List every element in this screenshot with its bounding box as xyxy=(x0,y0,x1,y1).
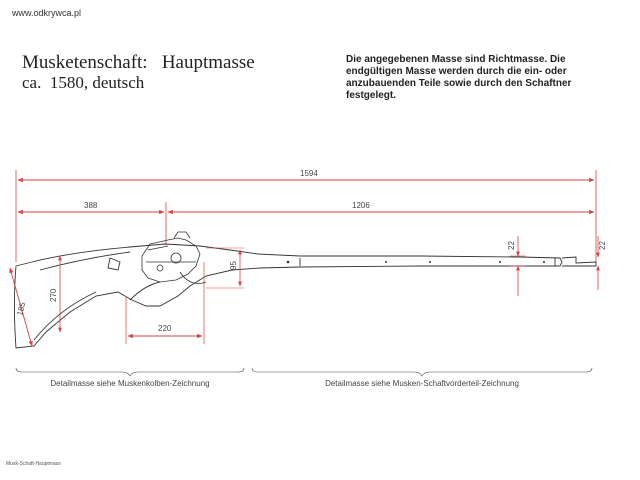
fore-fittings xyxy=(287,261,545,264)
dimension-butt-end-label: 185 xyxy=(15,301,28,317)
watermark: www.odkrywca.pl xyxy=(12,8,82,18)
brace-right xyxy=(252,368,592,376)
dimension-butt-end xyxy=(10,268,32,346)
dimension-grip-label: 95 xyxy=(229,261,238,270)
dimension-fore-height-label: 22 xyxy=(507,241,516,250)
dimension-butt-depth-label: 270 xyxy=(49,288,58,302)
footer-label: Musk-Schaft-Hauptmass xyxy=(6,461,61,467)
dimension-butt-label: 388 xyxy=(84,201,98,210)
dimension-overall-label: 1594 xyxy=(300,169,318,178)
drawing-title: Musketenschaft: Hauptmasse xyxy=(22,52,255,73)
dimension-note: Die angegebenen Masse sind Richtmasse. Die endgültigen Masse werden durch die ein- oder anzubauenden Teile sowie durch den Schaftner festgelegt. xyxy=(346,54,572,101)
dimension-grip xyxy=(206,248,244,288)
drawing-subtitle: ca. 1580, deutsch xyxy=(22,73,145,92)
dimension-lock-offset-label: 220 xyxy=(158,324,172,333)
dimension-muzzle-label: 22 xyxy=(598,241,607,250)
dimension-fore-label: 1206 xyxy=(352,201,370,210)
caption-left: Detailmasse siehe Muskenkolben-Zeichnung xyxy=(50,379,210,388)
dimension-muzzle xyxy=(598,236,607,290)
dimension-fore xyxy=(168,201,594,212)
lock-mechanism xyxy=(142,232,206,284)
brace-left xyxy=(16,368,244,376)
caption-right: Detailmasse siehe Musken-Schaftvorderteil-Zeichnung xyxy=(325,379,519,388)
dimension-butt xyxy=(18,201,166,245)
musket-stock xyxy=(15,244,597,348)
